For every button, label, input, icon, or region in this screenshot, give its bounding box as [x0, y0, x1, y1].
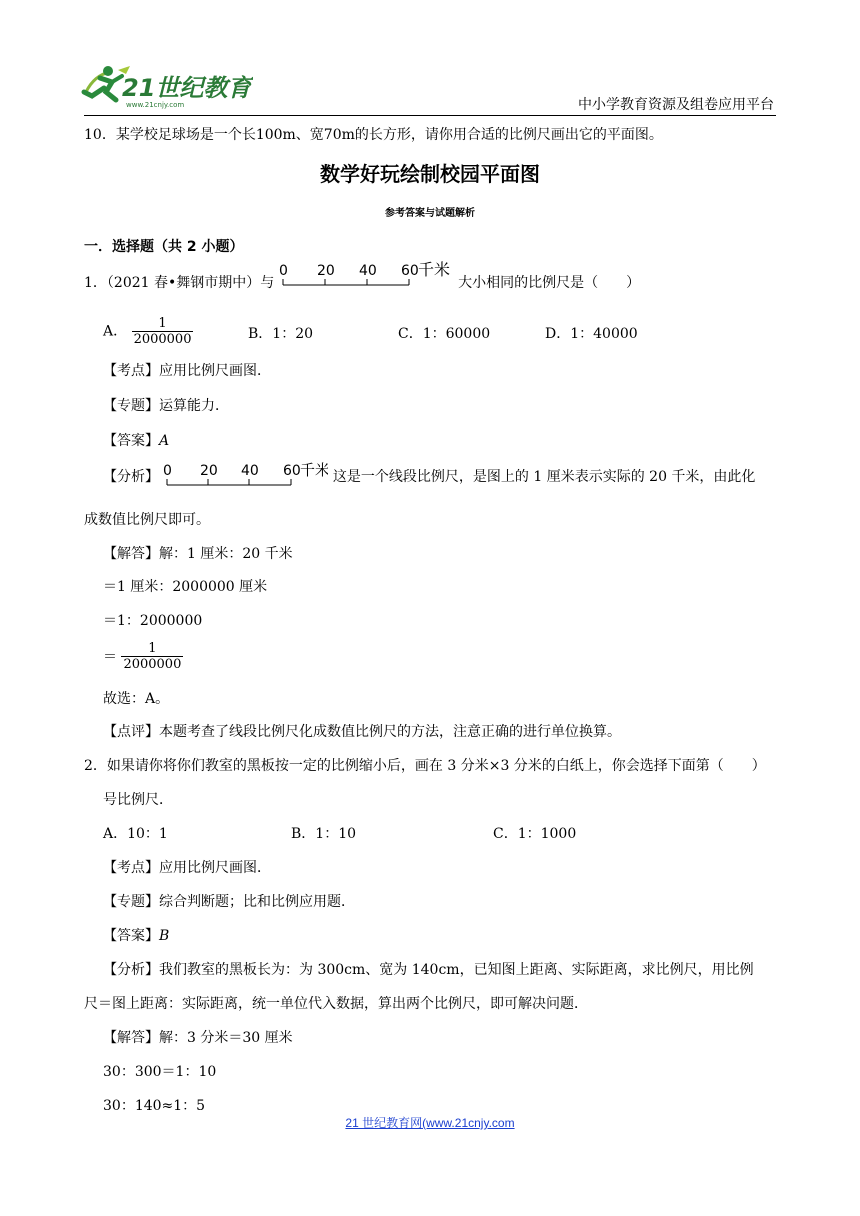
q1-stem-after: 大小相同的比例尺是（ ）	[458, 275, 641, 291]
q1-solution-1: 【解答】解：1 厘米：20 千米	[103, 546, 293, 562]
scale-tick-60: 60	[283, 463, 302, 479]
fraction-numerator: 1	[132, 316, 194, 332]
q1-option-b: B．1：20	[248, 326, 314, 342]
q1-answer-value: A	[159, 433, 170, 449]
q1-solution-3: ＝1：2000000	[103, 613, 203, 629]
q1-solution-4	[103, 641, 183, 672]
fraction-denominator: 2000000	[133, 332, 192, 347]
logo-url-text: www.21cnjy.com	[126, 101, 185, 109]
q1-zhuanti: 【专题】运算能力．	[103, 398, 229, 414]
q1-answer-label: 【答案】	[103, 433, 159, 449]
page-title: 数学好玩绘制校园平面图	[320, 162, 540, 186]
q1-stem	[84, 261, 641, 292]
scale-tick-0: 0	[163, 463, 173, 479]
section-heading: 一．选择题（共 2 小题）	[84, 239, 244, 255]
q1-comment: 【点评】本题考查了线段比例尺化成数值比例尺的方法，注意正确的进行单位换算。	[103, 724, 621, 740]
scale-unit: 千米	[300, 461, 329, 479]
page-subtitle: 参考答案与试题解析	[385, 208, 475, 219]
q2-solution-2: 30：300＝1：10	[103, 1064, 217, 1080]
q2-option-c: C．1：1000	[493, 826, 577, 842]
scale-tick-20: 20	[200, 463, 219, 479]
q1-kaodian: 【考点】应用比例尺画图．	[103, 363, 271, 379]
scale-unit: 千米	[417, 261, 450, 279]
q2-stem-line2: 号比例尺．	[103, 792, 173, 808]
q2-answer	[103, 925, 169, 945]
scale-tick-60: 60	[400, 263, 419, 279]
q1-option-a-fraction	[132, 316, 194, 347]
question-10: 10．某学校足球场是一个长100m、宽70m的长方形，请你用合适的比例尺画出它的平面图。	[84, 127, 663, 143]
scale-bar-q1	[278, 261, 454, 291]
q1-analysis	[103, 461, 755, 491]
logo	[78, 62, 253, 112]
q2-solution-3: 30：140≈1：5	[103, 1098, 206, 1114]
q2-answer-label: 【答案】	[103, 928, 159, 944]
equals-sign: ＝	[103, 649, 117, 666]
q2-stem-line1: 2．如果请你将你们教室的黑板按一定的比例缩小后，画在 3 分米×3 分米的白纸上，你会选择下面第（ ）	[84, 758, 766, 774]
q2-answer-value: B	[159, 928, 170, 944]
q1-solution-2: ＝1 厘米：2000000 厘米	[103, 579, 268, 595]
q1-analysis-line2: 成数值比例尺即可。	[84, 512, 210, 528]
logo-graphic	[78, 62, 253, 112]
q2-solution-1: 【解答】解：3 分米＝30 厘米	[103, 1030, 293, 1046]
header-divider	[84, 115, 776, 116]
scale-bar-analysis	[163, 461, 328, 491]
q1-option-a	[103, 316, 193, 347]
q1-option-c: C．1：60000	[398, 326, 491, 342]
q2-analysis-line2: 尺＝图上距离：实际距离，统一单位代入数据，算出两个比例尺，即可解决问题．	[84, 996, 588, 1012]
q2-option-a: A．10：1	[103, 826, 168, 842]
scale-tick-40: 40	[241, 463, 260, 479]
fraction-denominator: 2000000	[123, 657, 182, 672]
footer-link[interactable]: 21 世纪教育网(www.21cnjy.com	[345, 1116, 515, 1130]
q1-solution-5: 故选：A。	[103, 691, 170, 707]
scale-tick-40: 40	[358, 263, 377, 279]
q1-solution-fraction	[121, 641, 183, 672]
q1-option-a-label: A．	[103, 323, 128, 340]
q1-option-d: D．1：40000	[545, 326, 638, 342]
q2-kaodian: 【考点】应用比例尺画图．	[103, 860, 271, 876]
q2-option-b: B．1：10	[291, 826, 357, 842]
logo-text: 21世纪教育	[122, 74, 252, 102]
scale-tick-0: 0	[278, 263, 288, 279]
q1-analysis-text: 这是一个线段比例尺，是图上的 1 厘米表示实际的 20 千米，由此化	[332, 469, 756, 485]
scale-tick-20: 20	[316, 263, 335, 279]
fraction-numerator: 1	[121, 641, 183, 657]
q2-analysis-line1: 【分析】我们教室的黑板长为：为 300cm、宽为 140cm，已知图上距离、实际距离，求比例尺，用比例	[103, 962, 754, 978]
q1-analysis-label: 【分析】	[103, 469, 159, 485]
q1-stem-before: 1．（2021 春•舞钢市期中）与	[84, 275, 275, 291]
q2-zhuanti: 【专题】综合判断题；比和比例应用题．	[103, 894, 355, 910]
q1-answer	[103, 430, 169, 450]
platform-name: 中小学教育资源及组卷应用平台	[578, 97, 774, 113]
